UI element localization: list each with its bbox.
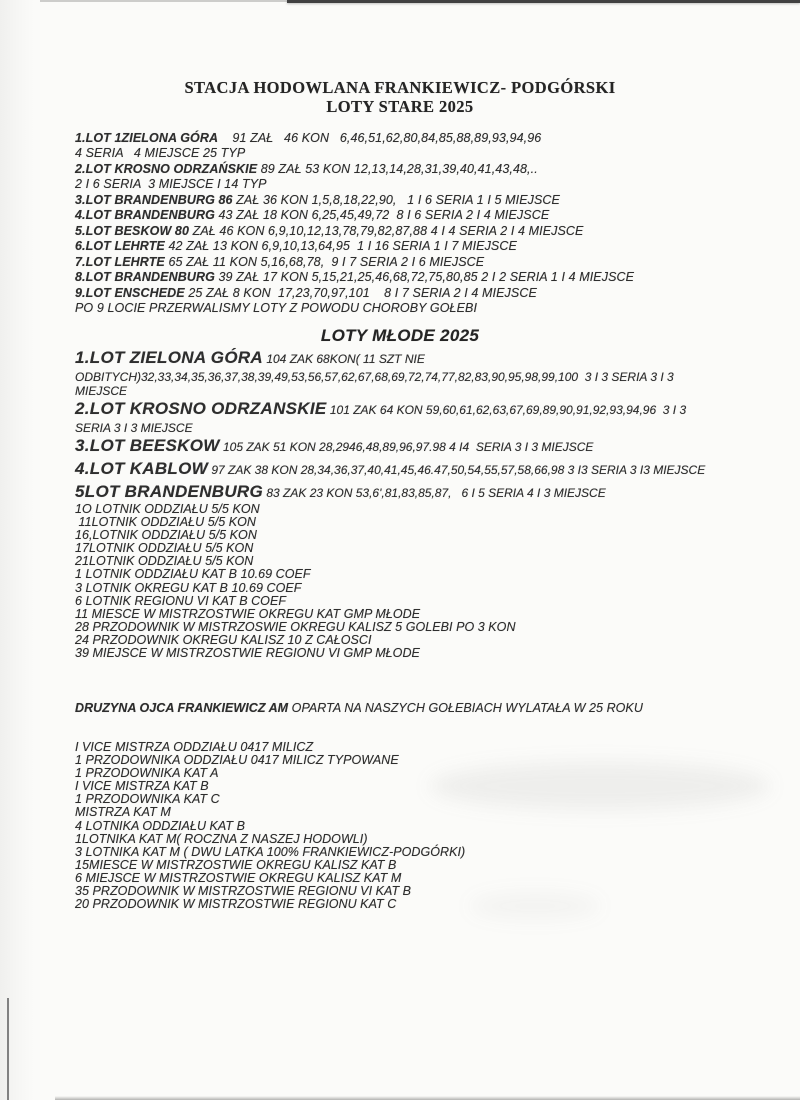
race-detail: 97 ZAK 38 KON 28,34,36,37,40,41,45,46.47,50,54,55,57,58,66,98 3 I3 SERIA 3 I3 MIEJSCE	[207, 463, 706, 477]
team-result-line: 20 PRZODOWNIK W MISTRZOSTWIE REGIONU KAT C	[75, 896, 397, 911]
team-header-line	[75, 702, 643, 715]
race-result-line	[75, 421, 797, 435]
section-title-loty-mlode: LOTY MŁODE 2025	[320, 326, 480, 345]
race-detail: ZAŁ 46 KON 6,9,10,12,13,78,79,82,87,88 4 I 4 SERIA 2 I 4 MIEJSCE	[189, 223, 584, 238]
team-section	[75, 676, 643, 937]
race-detail: 105 ZAK 51 KON 28,2946,48,89,96,97.98 4 I4 SERIA 3 I 3 MIEJSCE	[219, 440, 594, 454]
achievement-line: 1O LOTNIK ODDZIAŁU 5/5 KON	[75, 502, 260, 516]
achievement-line: 21LOTNIK ODDZIAŁU 5/5 KON	[75, 554, 254, 569]
team-result-line: MISTRZA KAT M	[75, 805, 171, 820]
team-result-line: 6 MIEJSCE W MISTRZOSTWIE OKREGU KALISZ KAT M	[75, 870, 402, 885]
race-name: 5.LOT BESKOW 80	[75, 223, 190, 238]
document-header	[0, 78, 800, 116]
race-result-line	[75, 146, 795, 161]
team-result-line: I VICE MISTRZA KAT B	[75, 779, 209, 794]
loty-mlode-results-list	[75, 347, 797, 504]
race-name: 7.LOT LEHRTE	[75, 254, 165, 269]
race-result-line	[75, 193, 795, 208]
race-result-line	[75, 131, 795, 146]
race-name: 5LOT BRANDENBURG	[75, 482, 264, 501]
race-detail: 4 SERIA 4 MIEJSCE 25 TYP	[75, 146, 246, 161]
station-title: STACJA HODOWLANA FRANKIEWICZ- PODGÓRSKI	[184, 78, 616, 97]
achievement-line: 16,LOTNIK ODDZIAŁU 5/5 KON	[75, 528, 257, 543]
race-result-line	[75, 481, 797, 504]
race-name: 4.LOT BRANDENBURG	[75, 208, 215, 223]
race-detail: 91 ZAŁ 46 KON 6,46,51,62,80,84,85,88,89,93,94,96	[218, 131, 542, 145]
race-detail: 101 ZAK 64 KON 59,60,61,62,63,67,69,89,90,91,92,93,94,96 3 I 3	[326, 403, 687, 417]
race-result-line	[75, 224, 795, 239]
team-result-line: 3 LOTNIKA KAT M ( DWU LATKA 100% FRANKIEWICZ-PODGÓRKI)	[75, 844, 466, 859]
achievement-line: 28 PRZODOWNIK W MISTRZOSWIE OKREGU KALISZ 5 GOLEBI PO 3 KON	[75, 619, 516, 634]
race-detail: PO 9 LOCIE PRZERWALISMY LOTY Z POWODU CHOROBY GOŁEBI	[75, 300, 478, 315]
race-result-line	[75, 384, 797, 398]
race-result-line	[75, 458, 797, 481]
race-result-line	[75, 398, 797, 421]
race-detail: 39 ZAŁ 17 KON 5,15,21,25,46,68,72,75,80,85 2 I 2 SERIA 1 I 4 MIEJSCE	[214, 270, 635, 285]
team-result-line: I VICE MISTRZA ODDZIAŁU 0417 MILICZ	[75, 740, 314, 755]
race-result-line	[75, 162, 795, 177]
achievement-line: 1 LOTNIK ODDZIAŁU KAT B 10.69 COEF	[75, 567, 311, 582]
team-name: DRUZYNA OJCA FRANKIEWICZ AM	[75, 701, 289, 716]
race-detail: ODBITYCH)32,33,34,35,36,37,38,39,49,53,56,57,62,67,68,69,72,74,77,82,83,90,95,98,99,100 3 I 3 SERIA 3 I 3	[75, 370, 674, 384]
race-detail: MIEJSCE	[75, 384, 128, 398]
race-name: 2.LOT KROSNO ODRZANSKIE	[75, 399, 327, 418]
race-name: 1.LOT ZIELONA GÓRA	[75, 348, 263, 367]
team-results-list	[75, 741, 643, 911]
section-title-loty-stare: LOTY STARE 2025	[326, 97, 474, 116]
scan-bottom-shadow	[55, 1096, 800, 1100]
team-result-line: 1 PRZODOWNIKA KAT C	[75, 792, 220, 807]
race-result-line	[75, 255, 795, 270]
race-result-line	[75, 301, 795, 316]
team-result-line: 15MIESCE W MISTRZOSTWIE OKREGU KALISZ KAT B	[75, 857, 397, 872]
race-detail: 2 I 6 SERIA 3 MIEJSCE I 14 TYP	[75, 177, 267, 192]
team-result-line: 35 PRZODOWNIK W MISTRZOSTWIE REGIONU VI KAT B	[75, 883, 412, 898]
scan-edge-artifact-left-line	[7, 998, 9, 1100]
race-result-line	[75, 370, 797, 384]
race-detail: 42 ZAŁ 13 KON 6,9,10,13,64,95 1 I 16 SERIA 1 I 7 MIEJSCE	[164, 239, 517, 254]
race-name: 1.LOT 1ZIELONA GÓRA	[75, 131, 219, 145]
race-result-line	[75, 239, 795, 254]
team-header-rest: OPARTA NA NASZYCH GOŁEBIACH WYLATAŁA W 25 ROKU	[288, 701, 643, 716]
scan-left-margin-shading	[0, 0, 34, 1100]
race-result-line	[75, 347, 797, 370]
race-detail: ZAŁ 36 KON 1,5,8,18,22,90, 1 I 6 SERIA 1 I 5 MIEJSCE	[232, 192, 560, 207]
race-detail: 83 ZAK 23 KON 53,6',81,83,85,87, 6 I 5 SERIA 4 I 3 MIEJSCE	[263, 486, 606, 500]
race-name: 3.LOT BEESKOW	[75, 436, 220, 455]
race-detail: 43 ZAŁ 18 KON 6,25,45,49,72 8 I 6 SERIA 2 I 4 MIEJSCE	[214, 208, 550, 223]
race-name: 2.LOT KROSNO ODRZAŃSKIE	[75, 161, 258, 176]
race-name: 9.LOT ENSCHEDE	[75, 285, 185, 300]
race-detail: 89 ZAŁ 53 KON 12,13,14,28,31,39,40,41,43,48,..	[257, 161, 538, 176]
race-detail: 104 ZAK 68KON( 11 SZT NIE	[263, 352, 425, 366]
achievement-line: 11 MIESCE W MISTRZOSTWIE OKREGU KAT GMP MŁODE	[75, 606, 421, 621]
loty-stare-results-list	[75, 131, 795, 316]
race-name: 3.LOT BRANDENBURG 86	[75, 192, 233, 207]
race-detail: 25 ZAŁ 8 KON 17,23,70,97,101 8 I 7 SERIA 2 I 4 MIEJSCE	[184, 285, 537, 300]
race-name: 8.LOT BRANDENBURG	[75, 270, 215, 285]
team-result-line: 4 LOTNIKA ODDZIAŁU KAT B	[75, 818, 245, 833]
race-name: 4.LOT KABLOW	[75, 459, 208, 478]
achievement-line: 17LOTNIK ODDZIAŁU 5/5 KON	[75, 541, 254, 556]
achievement-line: 39 MIEJSCE W MISTRZOSTWIE REGIONU VI GMP MŁODE	[75, 646, 420, 661]
race-result-line	[75, 270, 795, 285]
achievement-line: 6 LOTNIK REGIONU VI KAT B COEF	[75, 593, 287, 608]
race-detail: 65 ZAŁ 11 KON 5,16,68,78, 9 I 7 SERIA 2 I 6 MIEJSCE	[164, 254, 485, 269]
scan-edge-artifact-top-dark	[287, 0, 800, 3]
achievements-list	[75, 503, 516, 660]
race-result-line	[75, 435, 797, 458]
race-result-line	[75, 177, 795, 192]
achievement-line: 11LOTNIK ODDZIAŁU 5/5 KON	[75, 515, 256, 530]
scan-edge-artifact-top-light	[40, 0, 290, 2]
team-result-line: 1 PRZODOWNIKA ODDZIAŁU 0417 MILICZ TYPOWANE	[75, 753, 399, 768]
achievement-line: 24 PRZODOWNIK OKREGU KALISZ 10 Z CAŁOSCI	[75, 632, 372, 647]
team-result-line: 1 PRZODOWNIKA KAT A	[75, 766, 219, 781]
race-result-line	[75, 286, 795, 301]
race-name: 6.LOT LEHRTE	[75, 239, 165, 254]
race-result-line	[75, 208, 795, 223]
race-detail: SERIA 3 I 3 MIEJSCE	[75, 421, 193, 435]
achievement-line: 3 LOTNIK OKREGU KAT B 10.69 COEF	[75, 580, 302, 595]
team-result-line: 1LOTNIKA KAT M( ROCZNA Z NASZEJ HODOWLI)	[75, 831, 368, 846]
